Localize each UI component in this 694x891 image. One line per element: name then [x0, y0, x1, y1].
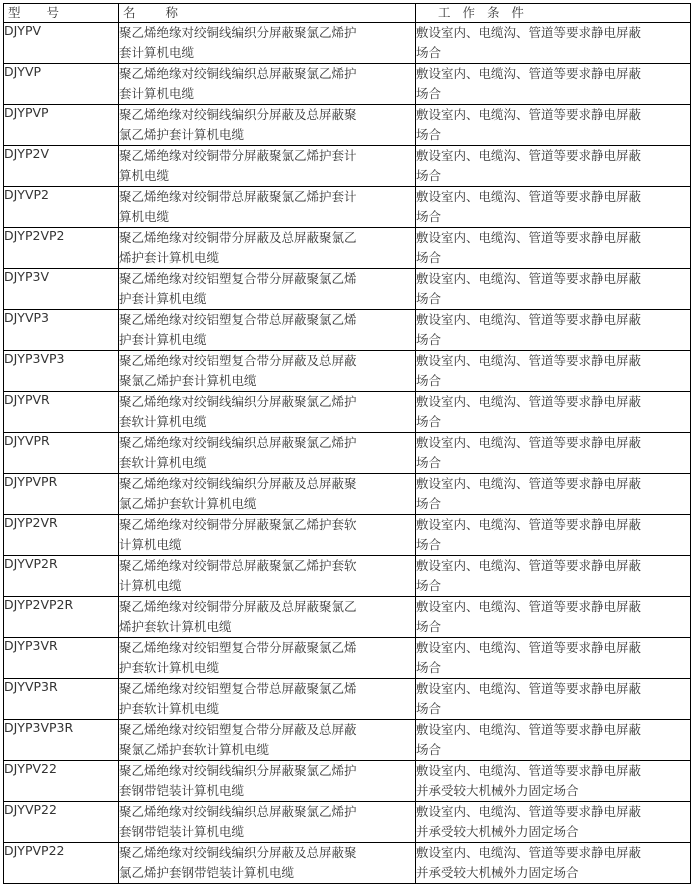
name-line: 聚乙烯绝缘对绞铜线编织分屏蔽聚氯乙烯护 — [119, 394, 357, 409]
condition-line: 敷设室内、电缆沟、管道等要求静电屏蔽 — [416, 763, 642, 778]
header-model: 型 号 — [4, 4, 119, 23]
name-line: 聚乙烯绝缘对绞铝塑复合带分屏蔽聚氯乙烯 — [119, 640, 357, 655]
condition-line: 并承受较大机械外力固定场合 — [416, 824, 579, 839]
name-cell — [119, 23, 416, 64]
condition-line: 场合 — [416, 45, 442, 60]
name-cell — [119, 679, 416, 720]
condition-line: 场合 — [416, 660, 442, 675]
table-row — [4, 105, 691, 146]
name-line: 套钢带铠装计算机电缆 — [119, 824, 245, 839]
condition-line: 敷设室内、电缆沟、管道等要求静电屏蔽 — [416, 312, 642, 327]
table-row — [4, 433, 691, 474]
name-line: 套计算机电缆 — [119, 45, 195, 60]
name-cell — [119, 474, 416, 515]
name-cell — [119, 556, 416, 597]
condition-line: 敷设室内、电缆沟、管道等要求静电屏蔽 — [416, 66, 642, 81]
name-cell — [119, 351, 416, 392]
name-line: 氯乙烯护套计算机电缆 — [119, 127, 245, 142]
condition-cell — [416, 433, 691, 474]
condition-line: 并承受较大机械外力固定场合 — [416, 783, 579, 798]
model-cell: DJYVPR — [4, 433, 119, 474]
condition-cell — [416, 761, 691, 802]
table-row — [4, 474, 691, 515]
table-row — [4, 679, 691, 720]
name-cell — [119, 802, 416, 843]
header-name: 名 称 — [119, 4, 416, 23]
model-cell: DJYPVR — [4, 392, 119, 433]
name-cell — [119, 187, 416, 228]
condition-line: 场合 — [416, 250, 442, 265]
condition-line: 敷设室内、电缆沟、管道等要求静电屏蔽 — [416, 476, 642, 491]
model-cell: DJYP3V — [4, 269, 119, 310]
name-line: 烯护套软计算机电缆 — [119, 619, 232, 634]
condition-cell — [416, 23, 691, 64]
name-line: 聚乙烯绝缘对绞铜线编织分屏蔽及总屏蔽聚 — [119, 107, 357, 122]
condition-line: 场合 — [416, 537, 442, 552]
table-row — [4, 843, 691, 884]
table-row — [4, 515, 691, 556]
condition-line: 敷设室内、电缆沟、管道等要求静电屏蔽 — [416, 681, 642, 696]
header-row — [4, 4, 691, 23]
table-row — [4, 392, 691, 433]
condition-cell — [416, 228, 691, 269]
condition-cell — [416, 187, 691, 228]
condition-line: 场合 — [416, 701, 442, 716]
table-row — [4, 802, 691, 843]
condition-line: 敷设室内、电缆沟、管道等要求静电屏蔽 — [416, 845, 642, 860]
condition-line: 场合 — [416, 332, 442, 347]
model-cell: DJYPV — [4, 23, 119, 64]
name-cell — [119, 433, 416, 474]
condition-cell — [416, 64, 691, 105]
model-cell: DJYP3VR — [4, 638, 119, 679]
condition-cell — [416, 351, 691, 392]
name-cell — [119, 638, 416, 679]
name-line: 聚乙烯绝缘对绞铜带分屏蔽及总屏蔽聚氯乙 — [119, 230, 357, 245]
condition-cell — [416, 392, 691, 433]
condition-cell — [416, 638, 691, 679]
condition-line: 敷设室内、电缆沟、管道等要求静电屏蔽 — [416, 25, 642, 40]
condition-line: 敷设室内、电缆沟、管道等要求静电屏蔽 — [416, 230, 642, 245]
condition-cell — [416, 843, 691, 884]
table-row — [4, 146, 691, 187]
name-line: 聚乙烯绝缘对绞铜线编织总屏蔽聚氯乙烯护 — [119, 435, 357, 450]
table-header — [4, 4, 691, 23]
name-cell — [119, 761, 416, 802]
condition-line: 敷设室内、电缆沟、管道等要求静电屏蔽 — [416, 599, 642, 614]
name-line: 算机电缆 — [119, 168, 170, 183]
table-row — [4, 597, 691, 638]
condition-line: 场合 — [416, 209, 442, 224]
condition-cell — [416, 720, 691, 761]
table-row — [4, 720, 691, 761]
name-line: 氯乙烯护套软计算机电缆 — [119, 496, 257, 511]
name-cell — [119, 597, 416, 638]
name-line: 套软计算机电缆 — [119, 414, 207, 429]
condition-cell — [416, 269, 691, 310]
condition-cell — [416, 679, 691, 720]
header-condition: 工 作 条 件 — [416, 4, 691, 23]
condition-cell — [416, 802, 691, 843]
condition-cell — [416, 515, 691, 556]
condition-cell — [416, 105, 691, 146]
condition-line: 敷设室内、电缆沟、管道等要求静电屏蔽 — [416, 107, 642, 122]
name-line: 聚乙烯绝缘对绞铜带分屏蔽聚氯乙烯护套软 — [119, 517, 357, 532]
name-line: 聚乙烯绝缘对绞铜线编织总屏蔽聚氯乙烯护 — [119, 66, 357, 81]
condition-cell — [416, 597, 691, 638]
name-cell — [119, 392, 416, 433]
name-cell — [119, 843, 416, 884]
condition-line: 敷设室内、电缆沟、管道等要求静电屏蔽 — [416, 558, 642, 573]
name-line: 聚乙烯绝缘对绞铜线编织总屏蔽聚氯乙烯护 — [119, 804, 357, 819]
model-cell: DJYVP3 — [4, 310, 119, 351]
condition-cell — [416, 146, 691, 187]
condition-line: 敷设室内、电缆沟、管道等要求静电屏蔽 — [416, 435, 642, 450]
table-row — [4, 23, 691, 64]
name-cell — [119, 228, 416, 269]
name-cell — [119, 720, 416, 761]
name-line: 聚乙烯绝缘对绞铜线编织分屏蔽及总屏蔽聚 — [119, 476, 357, 491]
name-cell — [119, 105, 416, 146]
table-row — [4, 761, 691, 802]
name-cell — [119, 515, 416, 556]
cable-spec-table — [3, 3, 691, 884]
condition-cell — [416, 556, 691, 597]
condition-line: 敷设室内、电缆沟、管道等要求静电屏蔽 — [416, 722, 642, 737]
condition-line: 敷设室内、电缆沟、管道等要求静电屏蔽 — [416, 271, 642, 286]
model-cell: DJYP2VR — [4, 515, 119, 556]
model-cell: DJYP2V — [4, 146, 119, 187]
condition-cell — [416, 474, 691, 515]
condition-line: 场合 — [416, 86, 442, 101]
condition-line: 敷设室内、电缆沟、管道等要求静电屏蔽 — [416, 189, 642, 204]
model-cell: DJYVP3R — [4, 679, 119, 720]
name-line: 套软计算机电缆 — [119, 455, 207, 470]
condition-line: 敷设室内、电缆沟、管道等要求静电屏蔽 — [416, 148, 642, 163]
name-line: 算机电缆 — [119, 209, 170, 224]
table-body — [4, 23, 691, 884]
table-row — [4, 64, 691, 105]
model-cell: DJYVP2 — [4, 187, 119, 228]
condition-line: 敷设室内、电缆沟、管道等要求静电屏蔽 — [416, 517, 642, 532]
name-line: 聚乙烯绝缘对绞铝塑复合带总屏蔽聚氯乙烯 — [119, 312, 357, 327]
name-line: 护套软计算机电缆 — [119, 701, 220, 716]
name-line: 聚乙烯绝缘对绞铜带总屏蔽聚氯乙烯护套计 — [119, 189, 357, 204]
model-cell: DJYP2VP2R — [4, 597, 119, 638]
name-line: 计算机电缆 — [119, 537, 182, 552]
condition-line: 敷设室内、电缆沟、管道等要求静电屏蔽 — [416, 804, 642, 819]
condition-line: 场合 — [416, 373, 442, 388]
name-line: 聚乙烯绝缘对绞铜线编织分屏蔽聚氯乙烯护 — [119, 763, 357, 778]
name-line: 护套计算机电缆 — [119, 332, 207, 347]
condition-line: 敷设室内、电缆沟、管道等要求静电屏蔽 — [416, 394, 642, 409]
model-cell: DJYPVPR — [4, 474, 119, 515]
name-cell — [119, 64, 416, 105]
table-row — [4, 269, 691, 310]
table-row — [4, 228, 691, 269]
condition-line: 场合 — [416, 455, 442, 470]
model-cell: DJYVP22 — [4, 802, 119, 843]
name-cell — [119, 146, 416, 187]
name-line: 聚乙烯绝缘对绞铝塑复合带分屏蔽及总屏蔽 — [119, 722, 357, 737]
model-cell: DJYVP — [4, 64, 119, 105]
table-row — [4, 187, 691, 228]
name-line: 聚氯乙烯护套软计算机电缆 — [119, 742, 270, 757]
table-row — [4, 310, 691, 351]
model-cell: DJYPV22 — [4, 761, 119, 802]
name-line: 聚乙烯绝缘对绞铜带分屏蔽及总屏蔽聚氯乙 — [119, 599, 357, 614]
condition-line: 场合 — [416, 619, 442, 634]
name-line: 氯乙烯护套钢带铠装计算机电缆 — [119, 865, 295, 880]
model-cell: DJYPVP22 — [4, 843, 119, 884]
name-line: 聚乙烯绝缘对绞铜线编织分屏蔽聚氯乙烯护 — [119, 25, 357, 40]
name-line: 护套软计算机电缆 — [119, 660, 220, 675]
name-cell — [119, 269, 416, 310]
name-line: 套计算机电缆 — [119, 86, 195, 101]
name-line: 聚氯乙烯护套计算机电缆 — [119, 373, 257, 388]
condition-line: 场合 — [416, 127, 442, 142]
name-line: 套钢带铠装计算机电缆 — [119, 783, 245, 798]
name-line: 聚乙烯绝缘对绞铜带总屏蔽聚氯乙烯护套软 — [119, 558, 357, 573]
condition-line: 场合 — [416, 742, 442, 757]
table-row — [4, 638, 691, 679]
table-row — [4, 351, 691, 392]
table-row — [4, 556, 691, 597]
name-line: 聚乙烯绝缘对绞铝塑复合带分屏蔽聚氯乙烯 — [119, 271, 357, 286]
model-cell: DJYVP2R — [4, 556, 119, 597]
condition-line: 场合 — [416, 168, 442, 183]
name-line: 烯护套计算机电缆 — [119, 250, 220, 265]
condition-line: 场合 — [416, 414, 442, 429]
condition-line: 场合 — [416, 496, 442, 511]
model-cell: DJYPVP — [4, 105, 119, 146]
condition-cell — [416, 310, 691, 351]
model-cell: DJYP3VP3 — [4, 351, 119, 392]
condition-line: 场合 — [416, 291, 442, 306]
name-line: 聚乙烯绝缘对绞铜线编织分屏蔽及总屏蔽聚 — [119, 845, 357, 860]
model-cell: DJYP2VP2 — [4, 228, 119, 269]
condition-line: 并承受较大机械外力固定场合 — [416, 865, 579, 880]
name-cell — [119, 310, 416, 351]
name-line: 计算机电缆 — [119, 578, 182, 593]
name-line: 聚乙烯绝缘对绞铝塑复合带总屏蔽聚氯乙烯 — [119, 681, 357, 696]
condition-line: 敷设室内、电缆沟、管道等要求静电屏蔽 — [416, 640, 642, 655]
condition-line: 场合 — [416, 578, 442, 593]
condition-line: 敷设室内、电缆沟、管道等要求静电屏蔽 — [416, 353, 642, 368]
name-line: 聚乙烯绝缘对绞铝塑复合带分屏蔽及总屏蔽 — [119, 353, 357, 368]
model-cell: DJYP3VP3R — [4, 720, 119, 761]
name-line: 护套计算机电缆 — [119, 291, 207, 306]
name-line: 聚乙烯绝缘对绞铜带分屏蔽聚氯乙烯护套计 — [119, 148, 357, 163]
